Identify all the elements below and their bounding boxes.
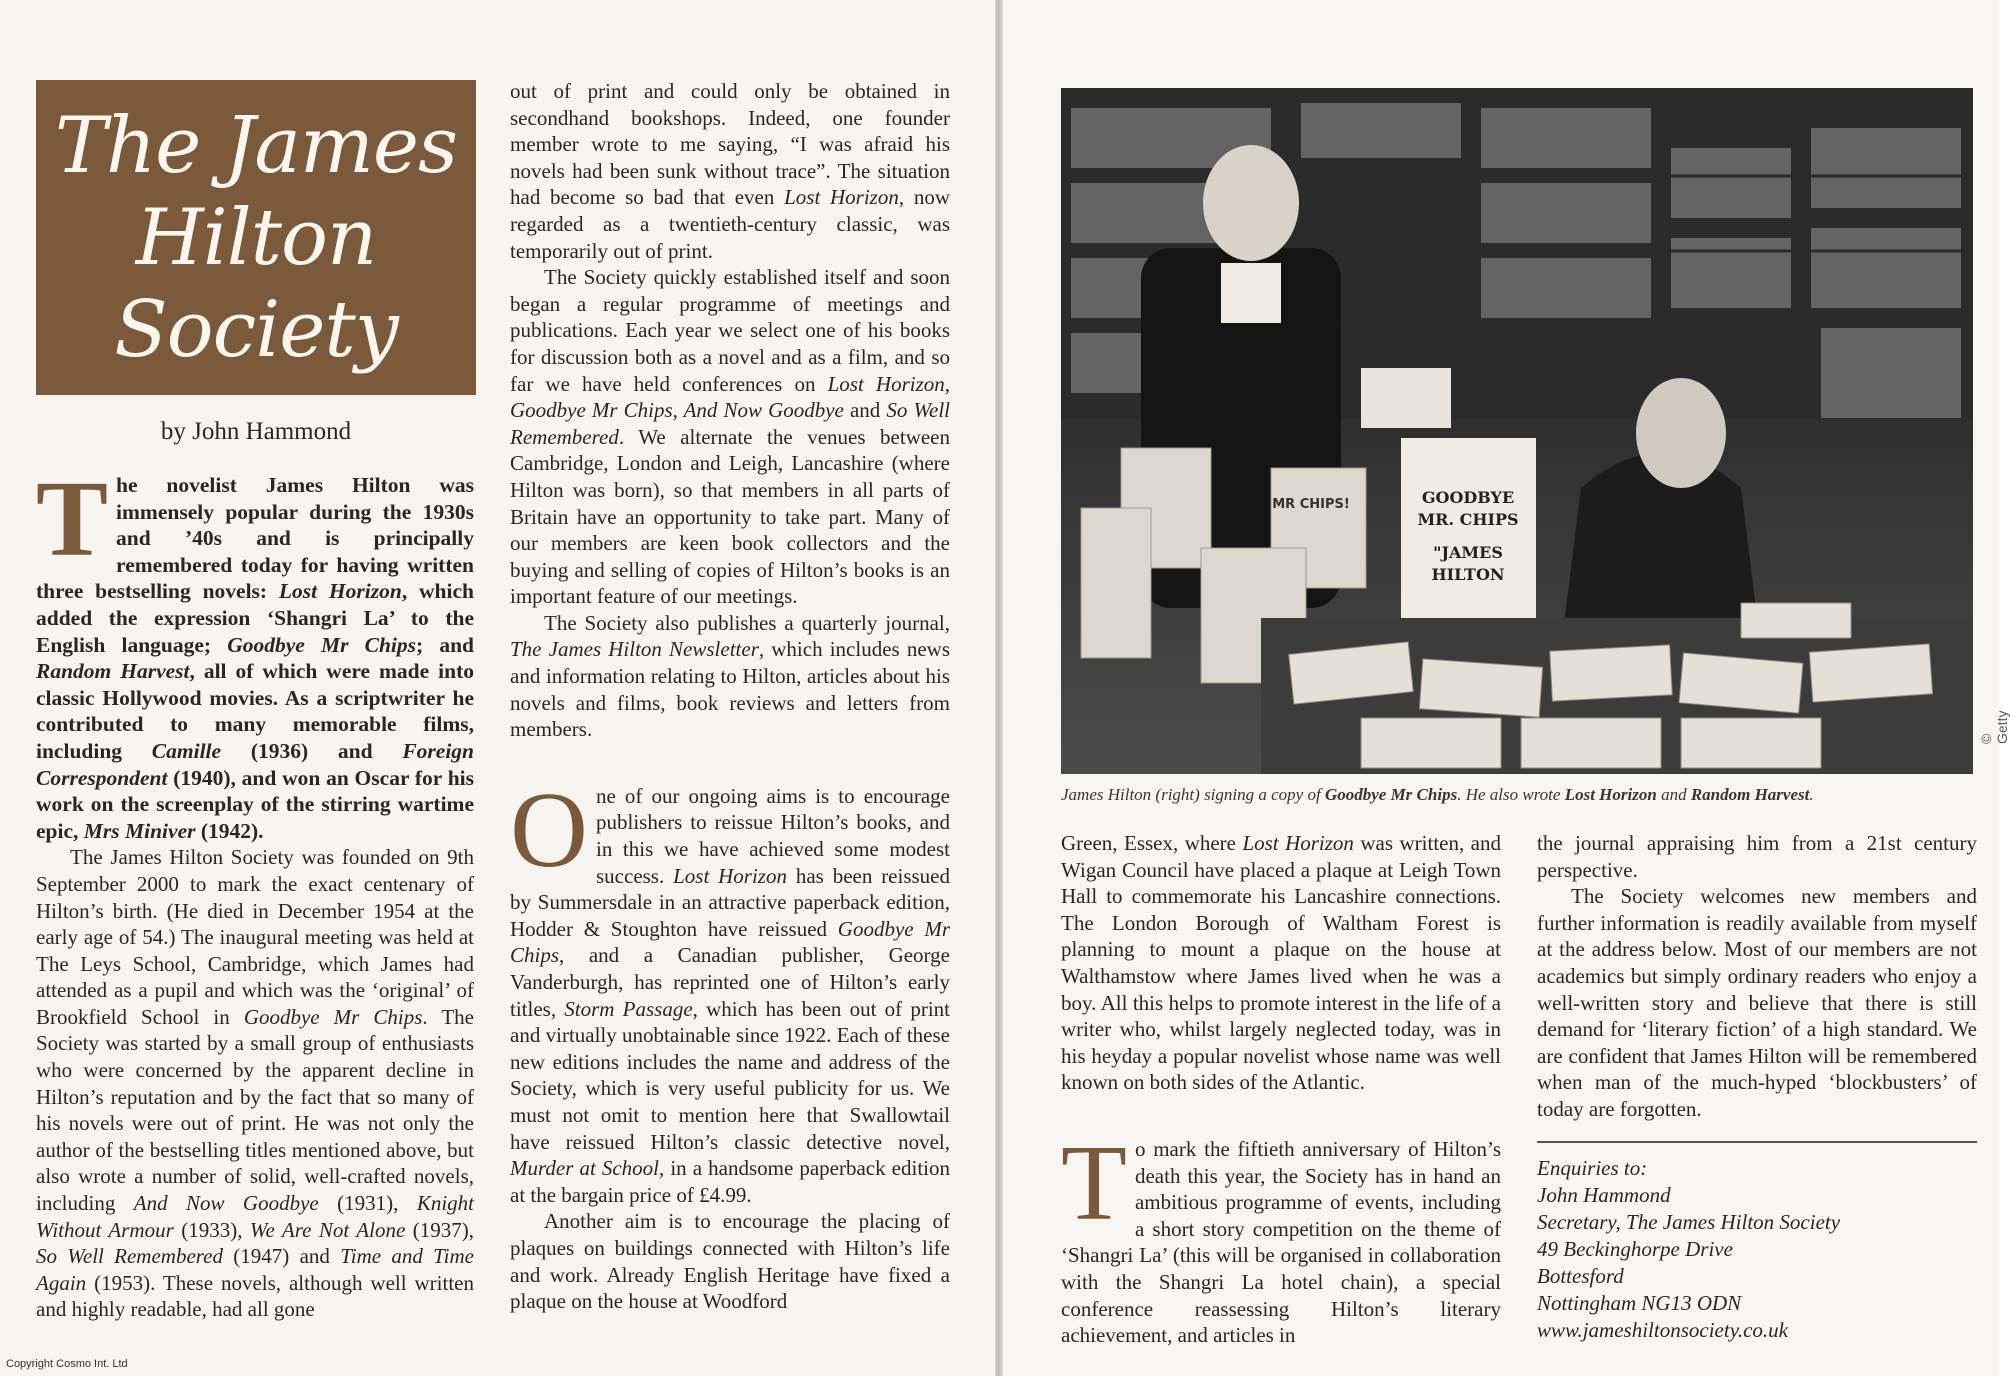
contact-role: Secretary, The James Hilton Society xyxy=(1537,1209,1841,1234)
paragraph: The Society welcomes new members and further information is readily available from myself at the address below. Most of our members are not academics but simply ordinary readers who enjoy a well-written story and believe that there is still demand for ‘literary fiction’ of a high standard. We are confident that James Hilton will be remembered when man of the much-hyped ‘blockbusters’ of today are forgotten. xyxy=(1537,884,1977,1121)
poster-line-1: GOODBYE xyxy=(1421,488,1515,507)
address-line-3: Nottingham NG13 ODN xyxy=(1537,1290,1742,1315)
article-title xyxy=(55,100,457,376)
byline: by John Hammond xyxy=(160,418,352,445)
copyright-notice: Copyright Cosmo Int. Ltd xyxy=(6,1358,128,1370)
address-line-2: Bottesford xyxy=(1537,1263,1624,1288)
title-block xyxy=(36,80,476,395)
title-line-1: The James xyxy=(54,100,458,191)
drop-cap: T xyxy=(1061,1123,1127,1243)
photo-caption: James Hilton (right) signing a copy of Goodbye Mr Chips. He also wrote Lost Horizon and Random Harvest. xyxy=(1061,785,1814,804)
poster-line-2: MR. CHIPS xyxy=(1417,510,1519,529)
page-gutter xyxy=(995,0,1003,1376)
title-line-3: Society xyxy=(114,284,398,375)
column-4 xyxy=(1537,830,1977,1344)
intro-paragraph: The novelist James Hilton was immensely popular during the 1930s and ’40s and is principally remembered today for having written three bestselling novels: Lost Horizon, which added the expression ‘Shangri La’ to the English language; Goodbye Mr Chips; and Random Harvest, all of which were made into classic Hollywood movies. As a scriptwriter he contributed to many memorable films, including Camille (1936) and Foreign Correspondent (1940), and won an Oscar for his work on the screenplay of the stirring wartime epic, Mrs Miniver (1942). xyxy=(36,460,474,843)
paragraph: The Society quickly established itself and soon began a regular programme of meetings and publications. Each year we select one of his books for discussion both as a novel and as a film, and so far we have held conferences on Lost Horizon, Goodbye Mr Chips, And Now Goodbye and So Well Remembered. We alternate the venues between Cambridge, London and Leigh, Lancashire (where Hilton was born), so that members in all parts of Britain have an opportunity to take part. Many of our members are keen book collectors and the buying and selling of copies of Hilton’s books is an important feature of our meetings. xyxy=(510,265,951,609)
paragraph: Another aim is to encourage the placing of plaques on buildings connected with Hilton’s life and work. Already English Heritage have fixed a plaque on the house at Woodford xyxy=(510,1209,950,1314)
title-line-2: Hilton xyxy=(135,192,377,283)
paragraph: To mark the fiftieth anniversary of Hilton’s death this year, the Society has in hand an ambitious programme of events, including a short story competition on the theme of ‘Shangri La’ (this will be organised in collaboration with the Shangri La hotel chain), a special conference reassessing Hilton’s literary achievement, and articles in xyxy=(1061,1123,1501,1348)
website-link[interactable]: www.jameshiltonsociety.co.uk xyxy=(1537,1317,1788,1342)
poster-line-4: HILTON xyxy=(1431,565,1505,584)
enquiries-block xyxy=(1537,1155,1977,1344)
bookshop-photo xyxy=(1061,88,1973,774)
drop-cap: T xyxy=(36,460,109,579)
column-2 xyxy=(510,78,950,1315)
column-3 xyxy=(1061,830,1501,1349)
book-cover-label: MR CHIPS! xyxy=(1272,497,1350,512)
address-line-1: 49 Beckinghorpe Drive xyxy=(1537,1236,1733,1261)
poster-line-3: "JAMES xyxy=(1433,543,1503,562)
photo-credit: © Getty xyxy=(1978,710,2010,744)
paragraph: One of our ongoing aims is to encourage publishers to reissue Hilton’s books, and in this we have achieved some modest success. Lost Horizon has been reissued by Summersdale in an attractive paperback edition, Hodder & Stoughton have reissued Goodbye Mr Chips, and a Canadian publisher, George Vanderburgh, has reprinted one of Hilton’s early titles, Storm Passage, which has been out of print and virtually unobtainable since 1922. Each of these new editions includes the name and address of the Society, which is very useful publicity for us. We must not omit to mention here that Swallowtail have reissued Hilton’s classic detective novel, Murder at School, in a handsome paperback edition at the bargain price of £4.99. xyxy=(510,770,951,1207)
paragraph: The Society also publishes a quarterly journal, The James Hilton Newsletter, which includes news and information relating to Hilton, articles about his novels and films, book reviews and letters from members. xyxy=(510,610,950,742)
enquiries-heading: Enquiries to: xyxy=(1537,1155,1648,1180)
drop-cap: O xyxy=(510,770,588,890)
photo-illustration xyxy=(1061,88,1973,774)
column-1 xyxy=(36,460,475,1323)
paragraph: Green, Essex, where Lost Horizon was written, and Wigan Council have placed a plaque at Leigh Town Hall to commemorate his Lancashire connections. The London Borough of Waltham Forest is planning to mount a plaque on the house at Walthamstow where James lived when he was a boy. All this helps to promote interest in the life of a writer who, whilst largely neglected today, was in his heyday a popular novelist whose name was well known on both sides of the Atlantic. xyxy=(1061,831,1502,1095)
contact-name: John Hammond xyxy=(1537,1182,1671,1207)
divider xyxy=(1537,1141,1977,1143)
paragraph: the journal appraising him from a 21st century perspective. xyxy=(1537,831,1977,882)
paragraph: The James Hilton Society was founded on 9th September 2000 to mark the exact centenary of Hilton’s birth. (He died in December 1954 at the early age of 54.) The inaugural meeting was held at The Leys School, Cambridge, which James had attended as a pupil and which was the ‘original’ of Brookfield School in Goodbye Mr Chips. The Society was started by a small group of enthusiasts who were concerned by the apparent decline in Hilton’s reputation and by the fact that so many of his novels were out of print. He was not only the author of the bestselling titles mentioned above, but also wrote a number of solid, well-crafted novels, including And Now Goodbye (1931), Knight Without Armour (1933), We Are Not Alone (1937), So Well Remembered (1947) and Time and Time Again (1953). These novels, although well written and highly readable, had all gone xyxy=(36,845,475,1322)
paragraph: out of print and could only be obtained in secondhand bookshops. Indeed, one founder member wrote to me saying, “I was afraid his novels had been sunk without trace”. The situation had become so bad that even Lost Horizon, now regarded as a twentieth-century classic, was temporarily out of print. xyxy=(510,79,950,263)
